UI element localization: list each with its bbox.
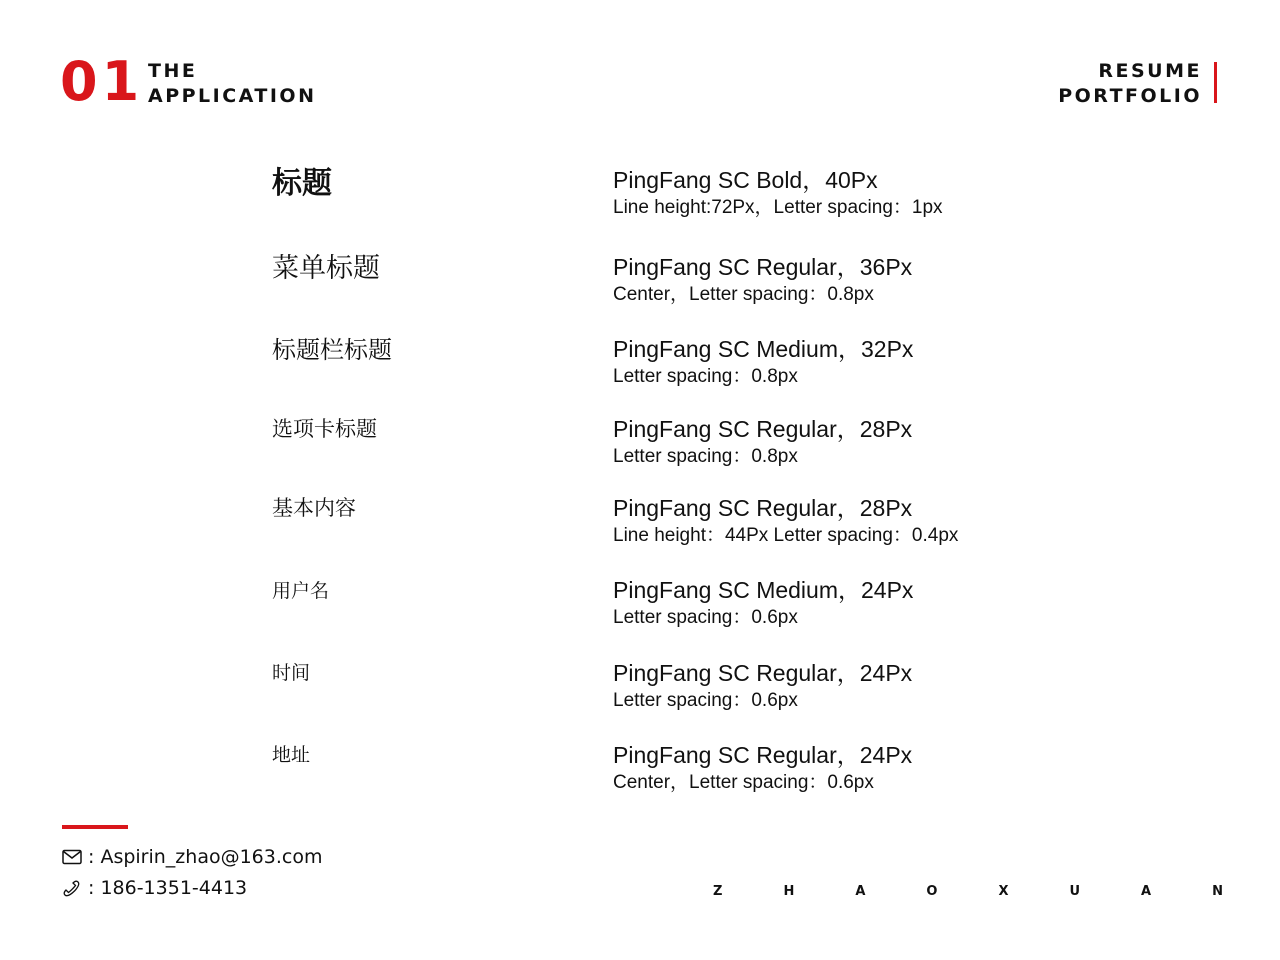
spec-label: 菜单标题: [272, 253, 380, 284]
portfolio-label-line2: PORTFOLIO: [1058, 85, 1202, 107]
brand-name-letters: [713, 884, 1223, 899]
section-number: 01: [60, 50, 144, 113]
email-contact: [62, 846, 322, 868]
brand-letter: U: [1069, 884, 1081, 899]
spec-label: 标题: [272, 166, 332, 201]
brand-letter: A: [855, 884, 866, 899]
brand-letter: Z: [713, 884, 723, 899]
brand-letter: N: [1212, 884, 1223, 899]
brand-letter: A: [1141, 884, 1152, 899]
brand-letter: X: [998, 884, 1009, 899]
spec-label: 用户名: [272, 580, 330, 602]
brand-letter: O: [926, 884, 938, 899]
spec-detail: Letter spacing：0.8px: [613, 446, 798, 467]
section-title: [148, 59, 317, 109]
section-title-line1: THE: [148, 60, 198, 82]
spec-font: PingFang SC Medium，24Px: [613, 577, 914, 603]
spec-detail: Center，Letter spacing：0.8px: [613, 284, 874, 305]
phone-number: : 186-1351-4413: [88, 877, 248, 899]
mail-icon: [62, 849, 82, 865]
phone-icon: [62, 878, 82, 898]
accent-bar: [1214, 62, 1217, 103]
spec-font: PingFang SC Regular，36Px: [613, 254, 913, 280]
spec-detail: Letter spacing：0.6px: [613, 607, 798, 628]
spec-label: 地址: [272, 744, 311, 766]
spec-label: 选项卡标题: [272, 417, 377, 441]
portfolio-label-line1: RESUME: [1098, 60, 1202, 82]
email-address[interactable]: : Aspirin_zhao@163.com: [88, 846, 323, 868]
spec-font: PingFang SC Regular，24Px: [613, 660, 913, 686]
brand-letter: H: [783, 884, 795, 899]
footer-accent-line: [62, 825, 128, 829]
spec-font: PingFang SC Medium，32Px: [613, 336, 914, 362]
spec-detail: Line height:72Px，Letter spacing：1px: [613, 197, 943, 218]
spec-font: PingFang SC Bold，40Px: [613, 167, 878, 193]
spec-font: PingFang SC Regular，28Px: [613, 416, 913, 442]
spec-detail: Center，Letter spacing：0.6px: [613, 772, 874, 793]
spec-detail: Line height：44Px Letter spacing：0.4px: [613, 525, 959, 546]
spec-font: PingFang SC Regular，24Px: [613, 742, 913, 768]
portfolio-label: [1058, 59, 1202, 109]
spec-detail: Letter spacing：0.8px: [613, 366, 798, 387]
spec-label: 标题栏标题: [272, 336, 392, 364]
section-title-line2: APPLICATION: [148, 85, 317, 107]
spec-detail: Letter spacing：0.6px: [613, 690, 798, 711]
spec-font: PingFang SC Regular，28Px: [613, 495, 913, 521]
phone-contact: [62, 877, 247, 899]
spec-label: 基本内容: [272, 496, 356, 520]
spec-label: 时间: [272, 662, 311, 684]
